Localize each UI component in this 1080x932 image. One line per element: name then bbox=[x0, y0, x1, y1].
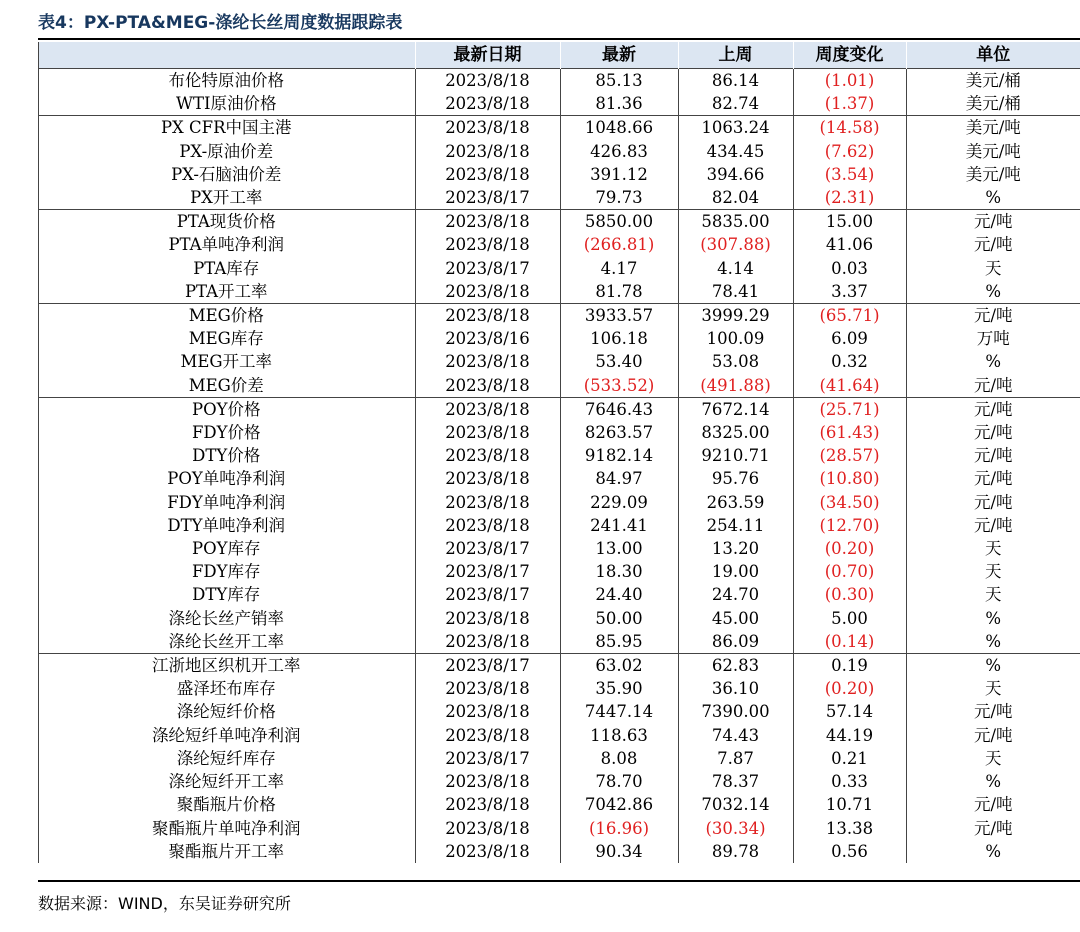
cell-name: DTY价格 bbox=[192, 446, 261, 466]
cell-date: 2023/8/18 bbox=[415, 210, 560, 234]
cell-name: PX CFR中国主港 bbox=[38, 116, 415, 140]
cell-date: 2023/8/18 bbox=[415, 630, 560, 654]
cell-unit: 美元/桶 bbox=[906, 92, 1080, 116]
cell-prev: 62.83 bbox=[678, 654, 793, 678]
header-unit: 单位 bbox=[906, 42, 1080, 69]
cell-name: FDY单吨净利润 bbox=[167, 492, 286, 512]
cell-prev: 82.74 bbox=[678, 92, 793, 116]
cell-unit: 天 bbox=[906, 677, 1080, 700]
cell-latest: 7042.86 bbox=[560, 793, 678, 816]
cell-prev: 78.41 bbox=[678, 280, 793, 304]
cell-change: (61.43) bbox=[793, 421, 906, 444]
table-body bbox=[38, 69, 1080, 863]
cell-latest: 4.17 bbox=[560, 257, 678, 280]
cell-unit: 元/吨 bbox=[906, 444, 1080, 467]
table-row bbox=[38, 467, 1080, 490]
table-row bbox=[38, 397, 1080, 421]
cell-date: 2023/8/17 bbox=[415, 257, 560, 280]
cell-name: 涤纶短纤开工率 bbox=[168, 772, 284, 792]
cell-date: 2023/8/18 bbox=[415, 92, 560, 116]
table-row bbox=[38, 630, 1080, 654]
cell-prev: 45.00 bbox=[678, 607, 793, 630]
cell-latest: 241.41 bbox=[560, 514, 678, 537]
cell-name: MEG库存 bbox=[188, 329, 264, 349]
cell-date: 2023/8/16 bbox=[415, 327, 560, 350]
cell-latest: 81.78 bbox=[560, 280, 678, 304]
cell-date: 2023/8/18 bbox=[415, 793, 560, 816]
cell-name: DTY单吨净利润 bbox=[167, 515, 286, 535]
table-row bbox=[38, 233, 1080, 256]
header-prev: 上周 bbox=[678, 42, 793, 69]
cell-change: (0.14) bbox=[793, 630, 906, 654]
cell-name: PTA单吨净利润 bbox=[168, 235, 285, 255]
cell-prev: 86.09 bbox=[678, 630, 793, 654]
cell-latest: 391.12 bbox=[560, 163, 678, 186]
cell-name: MEG开工率 bbox=[180, 352, 273, 372]
data-source-note: 数据来源：WIND，东吴证券研究所 bbox=[38, 894, 291, 913]
cell-latest: 5850.00 bbox=[560, 210, 678, 234]
cell-change: (1.01) bbox=[793, 69, 906, 93]
top-rule bbox=[38, 38, 1080, 40]
cell-date: 2023/8/17 bbox=[415, 747, 560, 770]
header-date: 最新日期 bbox=[415, 42, 560, 69]
table-row bbox=[38, 677, 1080, 700]
cell-unit: % bbox=[906, 280, 1080, 304]
cell-name: 涤纶短纤库存 bbox=[176, 748, 276, 768]
cell-unit: % bbox=[906, 350, 1080, 373]
cell-change: (14.58) bbox=[793, 116, 906, 140]
table-row bbox=[38, 374, 1080, 398]
table-row bbox=[38, 350, 1080, 373]
cell-date: 2023/8/18 bbox=[415, 770, 560, 793]
cell-prev: 263.59 bbox=[678, 491, 793, 514]
cell-unit: 元/吨 bbox=[906, 700, 1080, 723]
table-row bbox=[38, 210, 1080, 234]
cell-date: 2023/8/18 bbox=[415, 69, 560, 93]
cell-latest: 79.73 bbox=[560, 186, 678, 210]
cell-date: 2023/8/18 bbox=[415, 607, 560, 630]
cell-latest: 118.63 bbox=[560, 724, 678, 747]
table-row bbox=[38, 770, 1080, 793]
cell-unit: 美元/桶 bbox=[906, 69, 1080, 93]
cell-name: 盛泽坯布库存 bbox=[176, 679, 276, 699]
cell-date: 2023/8/18 bbox=[415, 280, 560, 304]
cell-latest: 9182.14 bbox=[560, 444, 678, 467]
cell-latest: 85.13 bbox=[560, 69, 678, 93]
cell-unit: % bbox=[906, 607, 1080, 630]
header-row bbox=[38, 42, 1080, 69]
cell-change: (7.62) bbox=[793, 140, 906, 163]
cell-prev: 394.66 bbox=[678, 163, 793, 186]
cell-date: 2023/8/18 bbox=[415, 840, 560, 863]
bottom-rule bbox=[38, 880, 1080, 882]
cell-date: 2023/8/18 bbox=[415, 140, 560, 163]
cell-name: 布伦特原油价格 bbox=[38, 69, 415, 93]
cell-prev: (491.88) bbox=[678, 374, 793, 398]
table-row bbox=[38, 607, 1080, 630]
cell-change: 10.71 bbox=[793, 793, 906, 816]
cell-change: (12.70) bbox=[793, 514, 906, 537]
cell-date: 2023/8/18 bbox=[415, 116, 560, 140]
cell-date: 2023/8/18 bbox=[415, 677, 560, 700]
table-row bbox=[38, 793, 1080, 816]
cell-unit: 元/吨 bbox=[906, 304, 1080, 328]
cell-unit: % bbox=[906, 654, 1080, 678]
cell-prev: 89.78 bbox=[678, 840, 793, 863]
table-row bbox=[38, 537, 1080, 560]
cell-unit: 元/吨 bbox=[906, 793, 1080, 816]
cell-unit: 元/吨 bbox=[906, 210, 1080, 234]
cell-date: 2023/8/18 bbox=[415, 817, 560, 840]
cell-latest: 7447.14 bbox=[560, 700, 678, 723]
cell-unit: % bbox=[906, 770, 1080, 793]
cell-unit: 元/吨 bbox=[906, 397, 1080, 421]
cell-prev: 86.14 bbox=[678, 69, 793, 93]
table-row bbox=[38, 304, 1080, 328]
table-caption: 表4：PX-PTA&MEG-涤纶长丝周度数据跟踪表 bbox=[38, 13, 403, 33]
cell-latest: 1048.66 bbox=[560, 116, 678, 140]
cell-date: 2023/8/17 bbox=[415, 583, 560, 606]
cell-latest: 78.70 bbox=[560, 770, 678, 793]
cell-name: 聚酯瓶片单吨净利润 bbox=[152, 818, 301, 838]
cell-latest: 35.90 bbox=[560, 677, 678, 700]
cell-latest: (533.52) bbox=[560, 374, 678, 398]
cell-date: 2023/8/18 bbox=[415, 163, 560, 186]
cell-prev: 7390.00 bbox=[678, 700, 793, 723]
header-latest: 最新 bbox=[560, 42, 678, 69]
cell-unit: 元/吨 bbox=[906, 233, 1080, 256]
cell-prev: 82.04 bbox=[678, 186, 793, 210]
table-row bbox=[38, 840, 1080, 863]
header-change: 周度变化 bbox=[793, 42, 906, 69]
cell-prev: 13.20 bbox=[678, 537, 793, 560]
cell-change: 0.33 bbox=[793, 770, 906, 793]
cell-change: 0.21 bbox=[793, 747, 906, 770]
header-indicator bbox=[38, 42, 415, 69]
cell-prev: 9210.71 bbox=[678, 444, 793, 467]
cell-date: 2023/8/18 bbox=[415, 421, 560, 444]
cell-latest: 63.02 bbox=[560, 654, 678, 678]
cell-unit: 万吨 bbox=[906, 327, 1080, 350]
cell-name: POY单吨净利润 bbox=[167, 469, 286, 489]
cell-prev: 8325.00 bbox=[678, 421, 793, 444]
cell-name: WTI原油价格 bbox=[176, 94, 277, 114]
cell-change: 0.56 bbox=[793, 840, 906, 863]
cell-unit: % bbox=[906, 186, 1080, 210]
cell-change: (34.50) bbox=[793, 491, 906, 514]
table-row bbox=[38, 817, 1080, 840]
cell-change: 6.09 bbox=[793, 327, 906, 350]
cell-change: 0.32 bbox=[793, 350, 906, 373]
cell-change: (2.31) bbox=[793, 186, 906, 210]
cell-latest: 7646.43 bbox=[560, 397, 678, 421]
cell-change: 0.19 bbox=[793, 654, 906, 678]
cell-date: 2023/8/17 bbox=[415, 186, 560, 210]
cell-change: (0.30) bbox=[793, 583, 906, 606]
cell-name: DTY库存 bbox=[192, 585, 261, 605]
cell-latest: 90.34 bbox=[560, 840, 678, 863]
cell-prev: 53.08 bbox=[678, 350, 793, 373]
table-row bbox=[38, 444, 1080, 467]
cell-name: 聚酯瓶片开工率 bbox=[168, 841, 284, 861]
cell-latest: 50.00 bbox=[560, 607, 678, 630]
cell-name: FDY库存 bbox=[191, 562, 261, 582]
cell-change: 0.03 bbox=[793, 257, 906, 280]
table-row bbox=[38, 116, 1080, 140]
cell-unit: 元/吨 bbox=[906, 374, 1080, 398]
cell-unit: 元/吨 bbox=[906, 817, 1080, 840]
cell-change: 3.37 bbox=[793, 280, 906, 304]
cell-change: 41.06 bbox=[793, 233, 906, 256]
cell-name: FDY价格 bbox=[191, 423, 261, 443]
cell-unit: 天 bbox=[906, 537, 1080, 560]
table-row bbox=[38, 514, 1080, 537]
cell-name: POY价格 bbox=[38, 397, 415, 421]
cell-unit: 天 bbox=[906, 583, 1080, 606]
table-row bbox=[38, 69, 1080, 93]
cell-change: (3.54) bbox=[793, 163, 906, 186]
table-row bbox=[38, 583, 1080, 606]
table-row bbox=[38, 186, 1080, 210]
cell-change: 5.00 bbox=[793, 607, 906, 630]
cell-latest: 426.83 bbox=[560, 140, 678, 163]
cell-prev: 36.10 bbox=[678, 677, 793, 700]
table-row bbox=[38, 700, 1080, 723]
cell-prev: 254.11 bbox=[678, 514, 793, 537]
cell-date: 2023/8/18 bbox=[415, 467, 560, 490]
cell-change: (1.37) bbox=[793, 92, 906, 116]
table-row bbox=[38, 654, 1080, 678]
table-row bbox=[38, 257, 1080, 280]
cell-change: (0.70) bbox=[793, 560, 906, 583]
cell-latest: 8263.57 bbox=[560, 421, 678, 444]
cell-date: 2023/8/18 bbox=[415, 514, 560, 537]
cell-prev: 95.76 bbox=[678, 467, 793, 490]
table-row bbox=[38, 92, 1080, 116]
table-row bbox=[38, 280, 1080, 304]
cell-name: POY库存 bbox=[191, 539, 261, 559]
cell-prev: 4.14 bbox=[678, 257, 793, 280]
cell-change: (0.20) bbox=[793, 537, 906, 560]
cell-unit: 元/吨 bbox=[906, 514, 1080, 537]
cell-change: 13.38 bbox=[793, 817, 906, 840]
cell-name: PX-石脑油价差 bbox=[171, 164, 282, 184]
cell-date: 2023/8/18 bbox=[415, 374, 560, 398]
table-row bbox=[38, 491, 1080, 514]
cell-change: (41.64) bbox=[793, 374, 906, 398]
cell-latest: 18.30 bbox=[560, 560, 678, 583]
cell-name: PTA库存 bbox=[193, 258, 260, 278]
cell-prev: (307.88) bbox=[678, 233, 793, 256]
cell-change: 15.00 bbox=[793, 210, 906, 234]
table-row bbox=[38, 747, 1080, 770]
cell-date: 2023/8/18 bbox=[415, 350, 560, 373]
cell-change: (28.57) bbox=[793, 444, 906, 467]
cell-prev: 1063.24 bbox=[678, 116, 793, 140]
cell-unit: 元/吨 bbox=[906, 491, 1080, 514]
cell-prev: 3999.29 bbox=[678, 304, 793, 328]
cell-unit: 美元/吨 bbox=[906, 116, 1080, 140]
cell-prev: (30.34) bbox=[678, 817, 793, 840]
cell-latest: 24.40 bbox=[560, 583, 678, 606]
cell-name: 涤纶长丝产销率 bbox=[168, 608, 284, 628]
cell-prev: 24.70 bbox=[678, 583, 793, 606]
table-row bbox=[38, 327, 1080, 350]
cell-date: 2023/8/18 bbox=[415, 491, 560, 514]
cell-date: 2023/8/17 bbox=[415, 537, 560, 560]
table-row bbox=[38, 560, 1080, 583]
data-table bbox=[38, 42, 1080, 863]
cell-prev: 5835.00 bbox=[678, 210, 793, 234]
cell-unit: 天 bbox=[906, 560, 1080, 583]
cell-unit: 元/吨 bbox=[906, 421, 1080, 444]
cell-change: (10.80) bbox=[793, 467, 906, 490]
cell-date: 2023/8/18 bbox=[415, 724, 560, 747]
cell-unit: 美元/吨 bbox=[906, 163, 1080, 186]
table-row bbox=[38, 163, 1080, 186]
cell-change: (65.71) bbox=[793, 304, 906, 328]
cell-latest: 8.08 bbox=[560, 747, 678, 770]
cell-date: 2023/8/18 bbox=[415, 304, 560, 328]
cell-date: 2023/8/17 bbox=[415, 654, 560, 678]
cell-unit: 天 bbox=[906, 747, 1080, 770]
cell-latest: (266.81) bbox=[560, 233, 678, 256]
cell-latest: 85.95 bbox=[560, 630, 678, 654]
cell-latest: 81.36 bbox=[560, 92, 678, 116]
cell-name: PX-原油价差 bbox=[179, 141, 274, 161]
cell-latest: 229.09 bbox=[560, 491, 678, 514]
cell-date: 2023/8/17 bbox=[415, 560, 560, 583]
cell-prev: 7672.14 bbox=[678, 397, 793, 421]
cell-name: 涤纶短纤价格 bbox=[176, 702, 276, 722]
cell-date: 2023/8/18 bbox=[415, 233, 560, 256]
table-row bbox=[38, 724, 1080, 747]
cell-latest: 53.40 bbox=[560, 350, 678, 373]
cell-name: MEG价差 bbox=[188, 375, 264, 395]
cell-name: PTA开工率 bbox=[184, 281, 268, 301]
table-row bbox=[38, 140, 1080, 163]
cell-date: 2023/8/18 bbox=[415, 444, 560, 467]
cell-unit: 元/吨 bbox=[906, 467, 1080, 490]
cell-prev: 100.09 bbox=[678, 327, 793, 350]
cell-name: 江浙地区织机开工率 bbox=[38, 654, 415, 678]
cell-unit: % bbox=[906, 840, 1080, 863]
cell-name: PTA现货价格 bbox=[38, 210, 415, 234]
cell-prev: 434.45 bbox=[678, 140, 793, 163]
cell-name: PX开工率 bbox=[190, 188, 263, 208]
cell-unit: 美元/吨 bbox=[906, 140, 1080, 163]
cell-name: 涤纶短纤单吨净利润 bbox=[152, 725, 301, 745]
cell-unit: % bbox=[906, 630, 1080, 654]
cell-date: 2023/8/18 bbox=[415, 700, 560, 723]
cell-unit: 天 bbox=[906, 257, 1080, 280]
table-row bbox=[38, 421, 1080, 444]
cell-latest: 106.18 bbox=[560, 327, 678, 350]
cell-latest: 3933.57 bbox=[560, 304, 678, 328]
cell-name: MEG价格 bbox=[38, 304, 415, 328]
cell-prev: 19.00 bbox=[678, 560, 793, 583]
cell-change: (0.20) bbox=[793, 677, 906, 700]
cell-name: 涤纶长丝开工率 bbox=[168, 631, 284, 651]
cell-prev: 7.87 bbox=[678, 747, 793, 770]
cell-name: 聚酯瓶片价格 bbox=[176, 795, 276, 815]
cell-change: (25.71) bbox=[793, 397, 906, 421]
cell-prev: 78.37 bbox=[678, 770, 793, 793]
cell-latest: 84.97 bbox=[560, 467, 678, 490]
cell-prev: 74.43 bbox=[678, 724, 793, 747]
cell-latest: 13.00 bbox=[560, 537, 678, 560]
cell-unit: 元/吨 bbox=[906, 724, 1080, 747]
cell-date: 2023/8/18 bbox=[415, 397, 560, 421]
cell-change: 44.19 bbox=[793, 724, 906, 747]
cell-change: 57.14 bbox=[793, 700, 906, 723]
cell-prev: 7032.14 bbox=[678, 793, 793, 816]
cell-latest: (16.96) bbox=[560, 817, 678, 840]
